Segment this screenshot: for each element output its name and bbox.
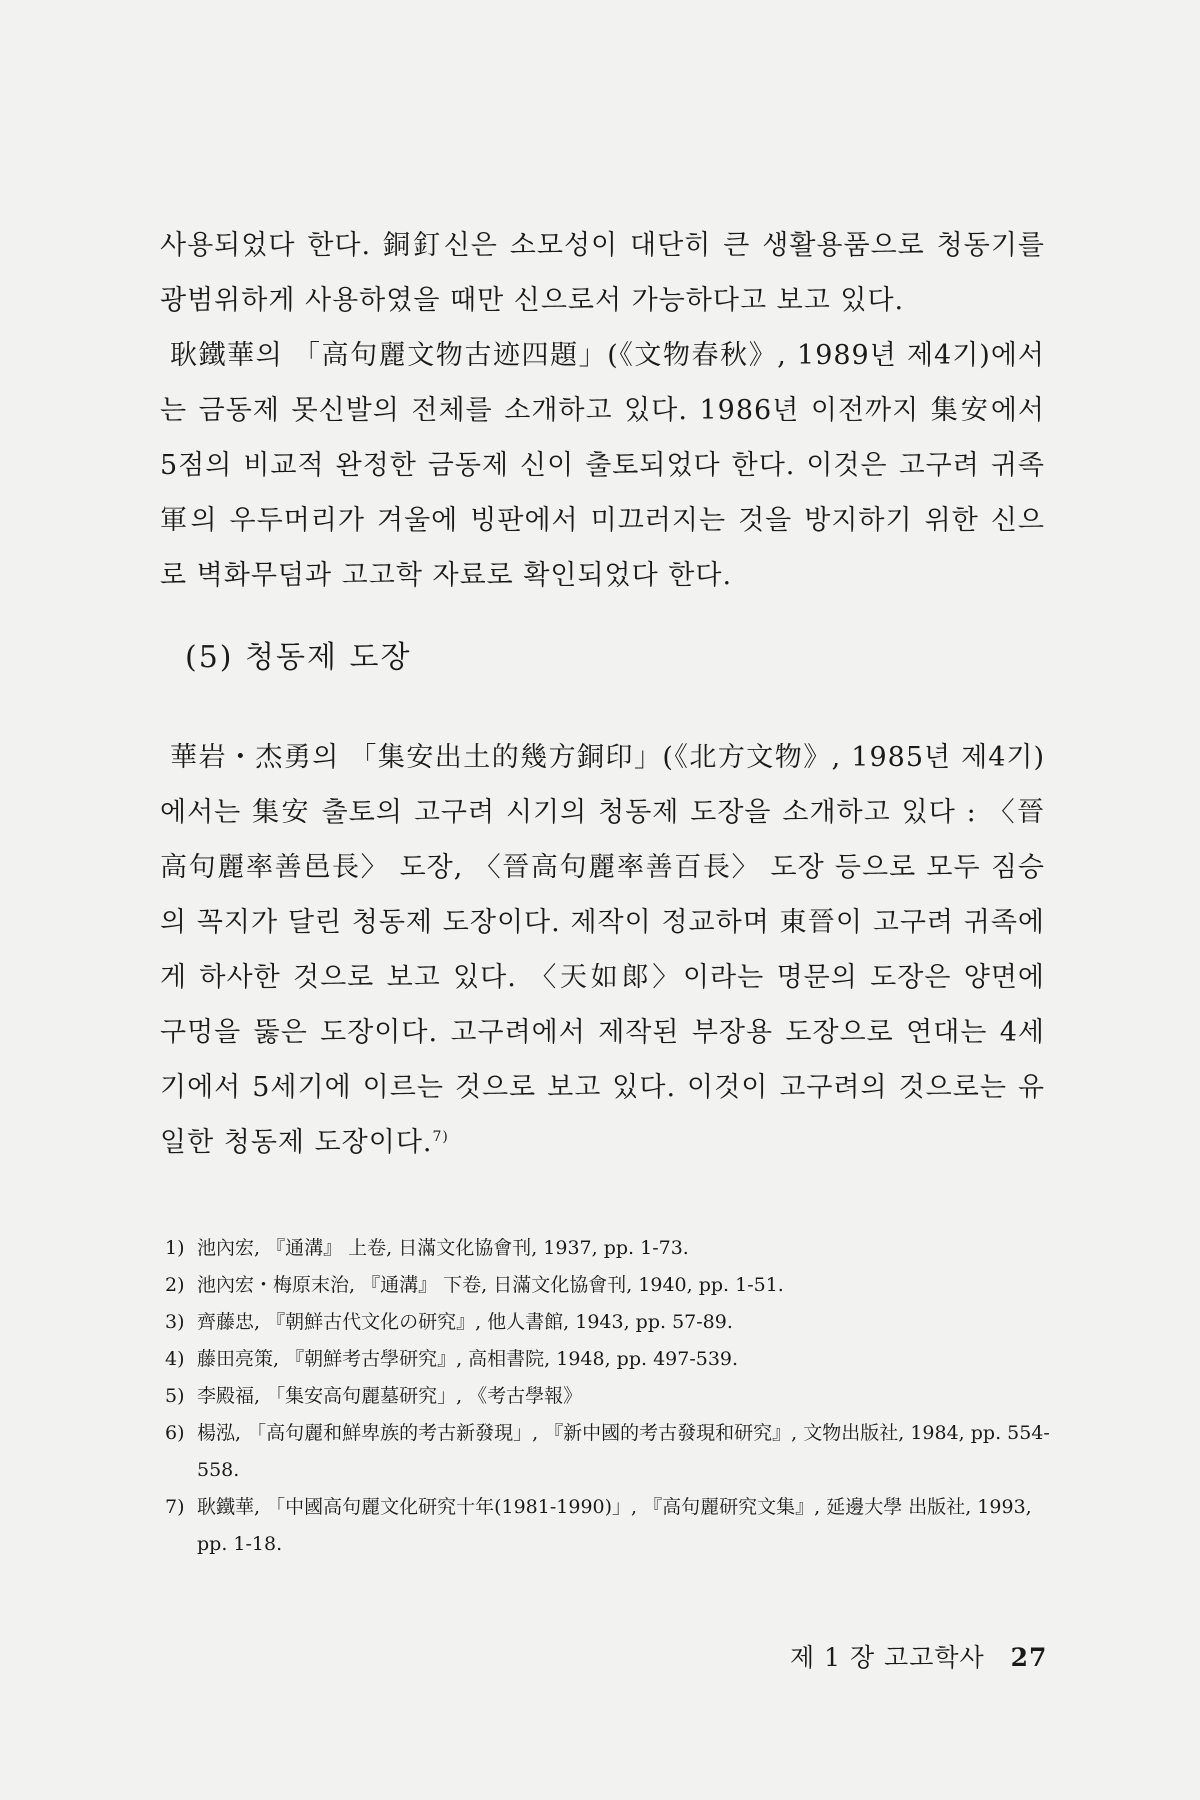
body-paragraph-2 — [160, 328, 1045, 603]
footnote-number: 4) — [165, 1348, 185, 1370]
footnote-number: 7) — [165, 1496, 185, 1518]
chapter-title: 제 1 장 고고학사 — [790, 1643, 985, 1672]
footnote-text: 池內宏, 『通溝』 上卷, 日滿文化協會刊, 1937, pp. 1-73. — [197, 1237, 689, 1259]
footnote-text: 楊泓, 「高句麗和鮮卑族的考古新發現」, 『新中國的考古發現和研究』, 文物出版社, 1984, pp. 554-558. — [197, 1422, 1050, 1481]
footnote-item — [165, 1378, 1065, 1415]
footnote-reference[interactable]: 7) — [432, 1129, 449, 1145]
page-number: 27 — [1010, 1643, 1048, 1672]
footnote-text: 齊藤忠, 『朝鮮古代文化の研究』, 他人書館, 1943, pp. 57-89. — [197, 1311, 733, 1333]
running-footer — [790, 1638, 1047, 1674]
footnote-number: 3) — [165, 1311, 185, 1333]
footnote-item — [165, 1415, 1065, 1489]
section-heading: (5) 청동제 도장 — [185, 640, 412, 675]
paragraph-text: 사용되었다 한다. 銅釘신은 소모성이 대단히 큰 생활용품으로 청동기를 광범위하게 사용하였을 때만 신으로서 가능하다고 보고 있다. — [160, 230, 1045, 316]
body-paragraph-1 — [160, 218, 1045, 328]
footnote-item — [165, 1341, 1065, 1378]
footnote-number: 2) — [165, 1274, 185, 1296]
footnote-text: 藤田亮策, 『朝鮮考古學研究』, 高相書院, 1948, pp. 497-539. — [197, 1348, 739, 1370]
footnote-text: 池內宏・梅原末治, 『通溝』 下卷, 日滿文化協會刊, 1940, pp. 1-51. — [197, 1274, 784, 1296]
footnote-item — [165, 1304, 1065, 1341]
paragraph-text: 耿鐵華의 「高句麗文物古迹四題」(《文物春秋》, 1989년 제4기)에서는 금동제 못신발의 전체를 소개하고 있다. 1986년 이전까지 集安에서 5점의 비교적 완정한 금동제 신이 출토되었다 한다. 이것은 고구려 귀족軍의 우두머리가 겨울에 빙판에서 미끄러지는 것을 방지하기 위한 신으로 벽화무덤과 고고학 자료로 확인되었다 한다. — [160, 340, 1045, 591]
footnote-item — [165, 1267, 1065, 1304]
paragraph-body: 華岩・杰勇의 「集安出土的幾方銅印」(《北方文物》, 1985년 제4기)에서는 集安 출토의 고구려 시기의 청동제 도장을 소개하고 있다 : 〈晉高句麗率善邑長〉 도장, 〈晉高句麗率善百長〉 도장 등으로 모두 짐승의 꼭지가 달린 청동제 도장이다. 제작이 정교하며 東晉이 고구려 귀족에게 하사한 것으로 보고 있다. 〈天如郞〉이라는 명문의 도장은 양면에 구멍을 뚫은 도장이다. 고구려에서 제작된 부장용 도장으로 연대는 4세기에서 5세기에 이르는 것으로 보고 있다. 이것이 고구려의 것으로는 유일한 청동제 도장이다. — [160, 742, 1045, 1158]
footnote-item — [165, 1489, 1065, 1563]
footnote-number: 6) — [165, 1422, 185, 1444]
paragraph-text — [160, 730, 1045, 1170]
footnote-number: 5) — [165, 1385, 185, 1407]
body-paragraph-3 — [160, 730, 1045, 1170]
footnotes-list — [165, 1230, 1065, 1563]
footnote-text: 耿鐵華, 「中國高句麗文化研究十年(1981-1990)」, 『高句麗研究文集』, 延邊大學 出版社, 1993, pp. 1-18. — [197, 1496, 1032, 1555]
footnote-item — [165, 1230, 1065, 1267]
footnote-number: 1) — [165, 1237, 185, 1259]
footnote-text: 李殿福, 「集安高句麗墓研究」, 《考古學報》 — [197, 1385, 583, 1407]
